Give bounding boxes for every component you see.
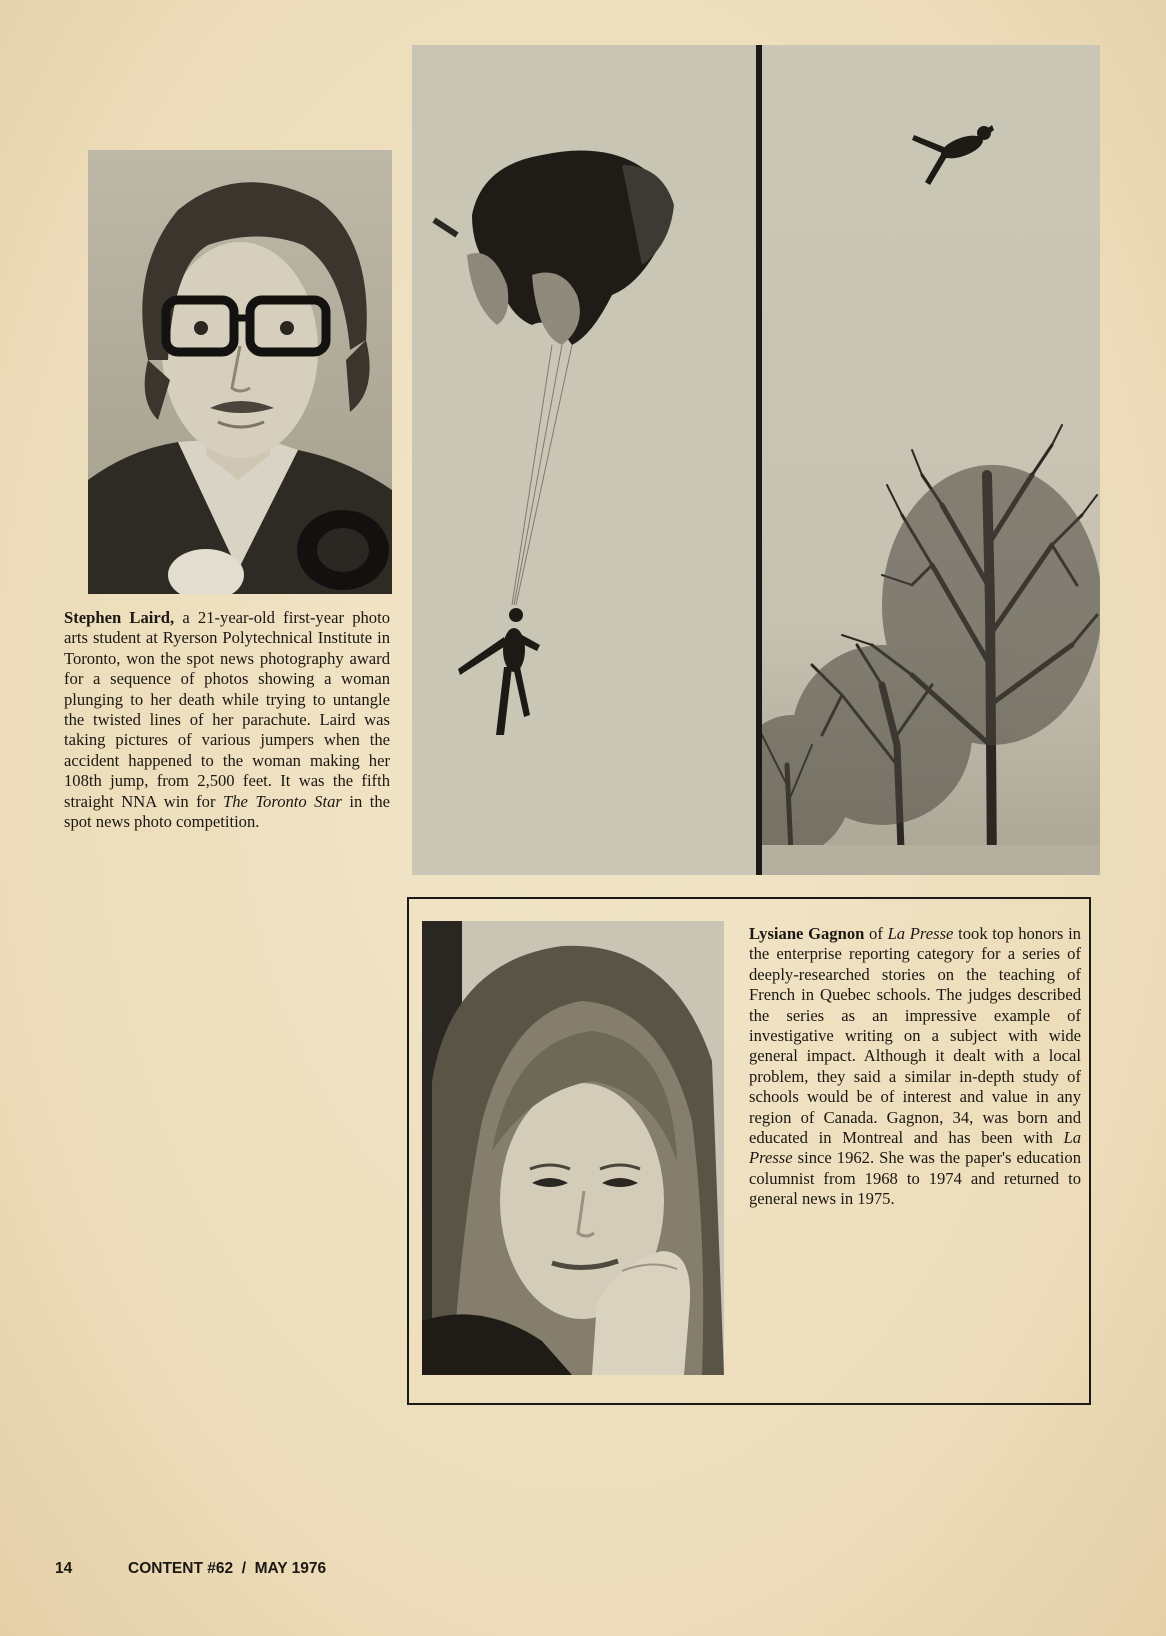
laird-portrait-photo	[88, 150, 392, 594]
show-through-ghost	[150, 30, 430, 110]
laird-caption	[64, 608, 390, 832]
jumper-and-trees-drawing	[762, 45, 1100, 875]
gagnon-publication-2: La Presse	[749, 1128, 1081, 1168]
gagnon-name: Lysiane Gagnon	[749, 924, 865, 943]
tangled-parachute-drawing	[412, 45, 758, 875]
gagnon-caption-text-a: of	[864, 924, 888, 943]
gagnon-caption	[749, 924, 1081, 1210]
laird-name: Stephen Laird,	[64, 608, 175, 627]
gagnon-portrait-photo	[422, 921, 724, 1375]
jump-sequence-photo-right	[762, 45, 1100, 875]
laird-caption-text: a 21-year-old first-year photo arts student at Ryerson Polytechnical Institute in Toronto, won the spot news photography award for a sequence of photos showing a woman plunging to her death while trying to untangle the twisted lines of her parachute. Laird was taking pictures of various jumpers when the accident happened to the woman making her 108th jump, from 2,500 feet. It was the fifth straight NNA win for	[64, 608, 390, 811]
page-number: 14	[55, 1560, 73, 1577]
laird-portrait-drawing	[88, 150, 392, 594]
jump-sequence-photo-left	[412, 45, 758, 875]
gagnon-portrait-drawing	[422, 921, 724, 1375]
gagnon-caption-text-c: since 1962. She was the paper's education columnist from 1968 to 1974 and returned to general news in 1975.	[749, 1148, 1081, 1209]
gagnon-caption-text-b: took top honors in the enterprise reporting category for a series of deeply-researched stories on the teaching of French in Quebec schools. The judges described the series as an impressive example of investigative writing on a subject with wide general impact. Although it dealt with a local problem, they said a similar in-depth study of schools would be of interest and value in any region of Canada. Gagnon, 34, was born and educated in Montreal and has been with	[749, 924, 1081, 1148]
footer-issue-line: CONTENT #62 / MAY 1976	[128, 1560, 327, 1577]
laird-caption-end: in the spot news photo competition.	[64, 791, 391, 832]
gagnon-publication-1: La Presse	[887, 924, 954, 943]
laird-publication: The Toronto Star	[222, 791, 342, 811]
